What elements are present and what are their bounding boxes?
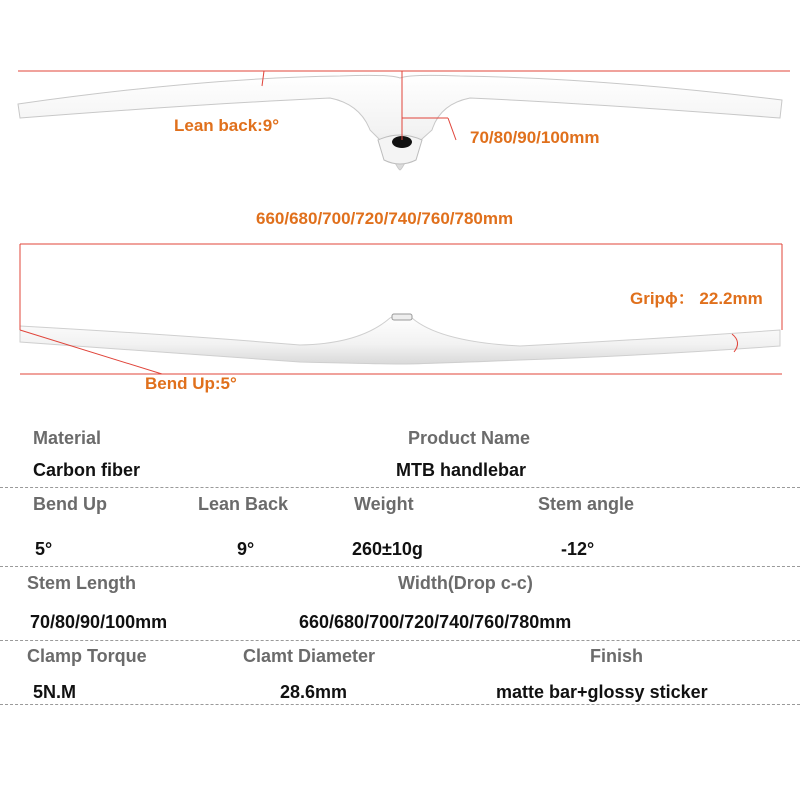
clamp-diameter-label: Clamt Diameter <box>243 646 376 666</box>
handlebar-bottom-body <box>20 315 780 364</box>
stem-length-value: 70/80/90/100mm <box>30 612 168 632</box>
weight-value: 260±10g <box>352 539 423 559</box>
bend-up-value: 5° <box>35 539 53 559</box>
width-annotation: 660/680/700/720/740/760/780mm <box>256 209 514 228</box>
stem-angle-label: Stem angle <box>538 494 635 514</box>
stem-length-label: Stem Length <box>27 573 137 593</box>
separator-4 <box>0 704 800 705</box>
finish-label: Finish <box>590 646 643 666</box>
finish-value: matte bar+glossy sticker <box>496 682 708 702</box>
lean-back-value: 9° <box>237 539 255 559</box>
grip-annotation: Gripϕ： 22.2mm <box>630 289 763 308</box>
material-value: Carbon fiber <box>33 460 141 480</box>
clamp-torque-value: 5N.M <box>33 682 77 702</box>
weight-label: Weight <box>354 494 414 514</box>
clamp-torque-label: Clamp Torque <box>27 646 147 666</box>
width-value: 660/680/700/720/740/760/780mm <box>299 612 572 632</box>
product-name-label: Product Name <box>408 428 531 448</box>
lean-back-label: Lean Back <box>198 494 289 514</box>
handlebar-top-view <box>20 314 780 364</box>
product-name-value: MTB handlebar <box>396 460 527 480</box>
stem-mount <box>392 314 412 320</box>
separator-3 <box>0 640 800 641</box>
lean-back-annotation: Lean back:9° <box>174 116 280 135</box>
handlebar-rear-view <box>18 75 782 170</box>
stem-angle-value: -12° <box>561 539 595 559</box>
separator-2 <box>0 566 800 567</box>
width-label: Width(Drop c-c) <box>398 573 533 593</box>
separator-1 <box>0 487 800 488</box>
stem-length-tick <box>448 118 456 140</box>
stem-length-annotation: 70/80/90/100mm <box>470 128 600 147</box>
clamp-diameter-value: 28.6mm <box>280 682 348 702</box>
bend-up-annotation: Bend Up:5° <box>145 374 237 393</box>
material-label: Material <box>33 428 102 448</box>
bend-up-label: Bend Up <box>33 494 107 514</box>
